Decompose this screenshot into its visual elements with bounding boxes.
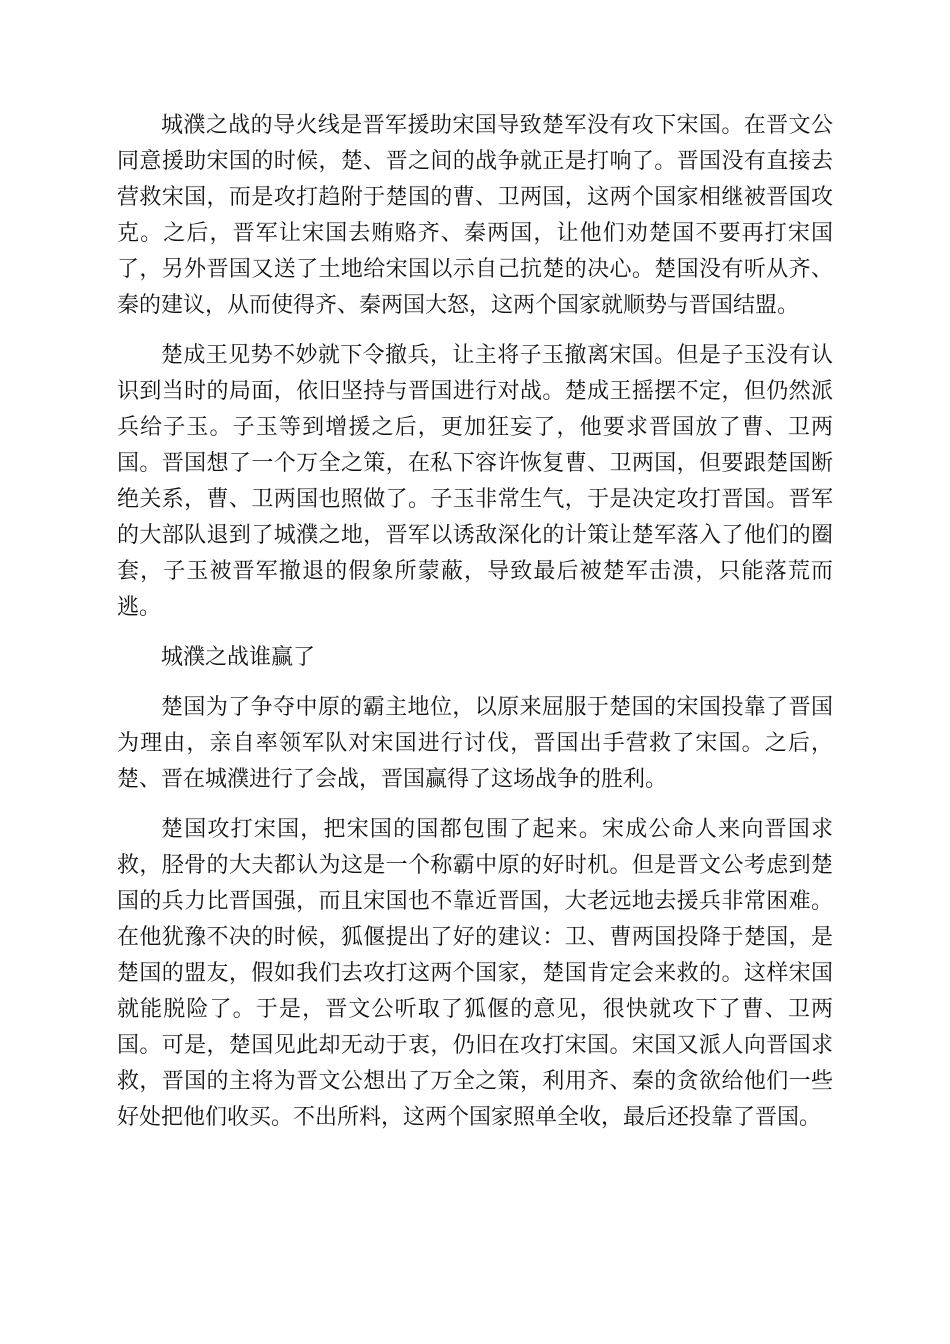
paragraph-2: 楚成王见势不妙就下令撤兵，让主将子玉撤离宋国。但是子玉没有认识到当时的局面，依旧坚持与晋国进行对战。楚成王摇摆不定，但仍然派兵给子玉。子玉等到增援之后，更加狂妄了，他要求晋国放了曹、卫两国。晋国想了一个万全之策，在私下容许恢复曹、卫两国，但要跟楚国断绝关系，曹、卫两国也照做了。子玉非常生气，于是决定攻打晋国。晋军的大部队退到了城濮之地，晋军以诱敌深化的计策让楚军落入了他们的圈套，子玉被晋军撤退的假象所蒙蔽，导致最后被楚军击溃，只能落荒而逃。 bbox=[117, 343, 833, 620]
document-body bbox=[117, 108, 833, 1150]
section-heading: 城濮之战谁赢了 bbox=[161, 645, 316, 670]
paragraph-4: 楚国攻打宋国，把宋国的国都包围了起来。宋成公命人来向晋国求救，胫骨的大夫都认为这是一个称霸中原的好时机。但是晋文公考虑到楚国的兵力比晋国强，而且宋国也不靠近晋国，大老远地去援兵非常困难。在他犹豫不决的时候，狐偃提出了好的建议：卫、曹两国投降于楚国，是楚国的盟友，假如我们去攻打这两个国家，楚国肯定会来救的。这样宋国就能脱险了。于是，晋文公听取了狐偃的意见，很快就攻下了曹、卫两国。可是，楚国见此却无动于衷，仍旧在攻打宋国。宋国又派人向晋国求救，晋国的主将为晋文公想出了万全之策，利用齐、秦的贪欲给他们一些好处把他们收买。不出所料，这两个国家照单全收，最后还投靠了晋国。 bbox=[117, 817, 833, 1130]
paragraph-3: 楚国为了争夺中原的霸主地位，以原来屈服于楚国的宋国投靠了晋国为理由，亲自率领军队对宋国进行讨伐，晋国出手营救了宋国。之后，楚、晋在城濮进行了会战，晋国赢得了这场战争的胜利。 bbox=[117, 695, 833, 792]
paragraph-1: 城濮之战的导火线是晋军援助宋国导致楚军没有攻下宋国。在晋文公同意援助宋国的时候，楚、晋之间的战争就正是打响了。晋国没有直接去营救宋国，而是攻打趋附于楚国的曹、卫两国，这两个国家相继被晋国攻克。之后，晋军让宋国去贿赂齐、秦两国，让他们劝楚国不要再打宋国了，另外晋国又送了土地给宋国以示自己抗楚的决心。楚国没有听从齐、秦的建议，从而使得齐、秦两国大怒，这两个国家就顺势与晋国结盟。 bbox=[117, 113, 833, 318]
